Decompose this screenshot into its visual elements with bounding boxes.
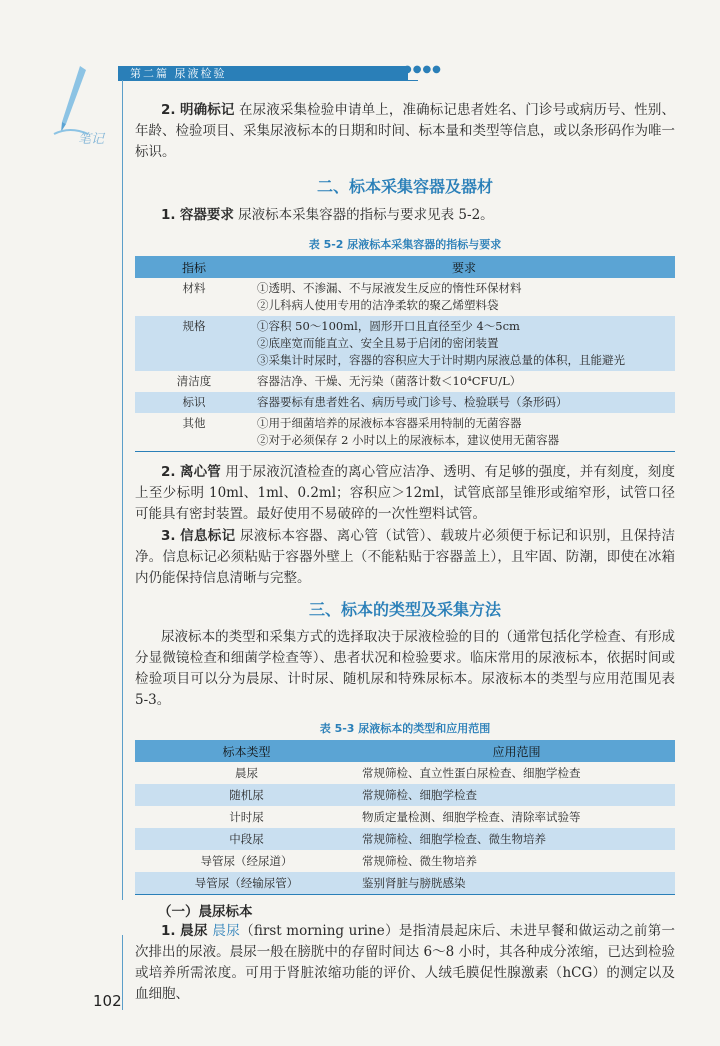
section-heading-3: 三、标本的类型及采集方法	[308, 600, 501, 619]
item-number: 1.	[161, 923, 176, 939]
item-text: 尿液标本的类型和采集方式的选择取决于尿液检验的目的（通常包括化学检查、有形成分显微镜检查和细菌学检查等）、患者状况和检验要求。临床常用的尿液标本，依据时间或检验项目可以分为晨尿、计时尿、随机尿和特殊尿标本。尿液标本的类型与应用范围见表 5-3。	[135, 629, 675, 708]
row-line: ②对于必须保存 2 小时以上的尿液标本，建议使用无菌容器	[257, 433, 560, 447]
table-5-3	[135, 740, 675, 895]
table-row	[135, 413, 675, 452]
row-label: 其他	[182, 416, 206, 430]
item-number: 2.	[161, 464, 176, 480]
item-term: 离心管	[179, 464, 221, 480]
margin-rule-bottom	[122, 935, 123, 1010]
row-line: ②儿科病人使用专用的洁净柔软的聚乙烯塑料袋	[257, 298, 499, 312]
item-text: 尿液标本容器、离心管（试管）、载玻片必须便于标记和识别，且保持洁净。信息标记必须粘贴于容器外壁上（不能粘贴于容器盖上），且牢固、防潮，即使在冰箱内仍能保持信息清晰与完整。	[135, 528, 676, 586]
row-label: 导管尿（经尿道）	[200, 854, 293, 868]
row-label: 规格	[135, 316, 253, 371]
row-label: 导管尿（经输尿管）	[135, 872, 358, 895]
table-header-cell: 要求	[253, 256, 675, 278]
row-line: ①透明、不渗漏、不与尿液发生反应的惰性环保材料	[257, 281, 522, 295]
table-row	[135, 806, 675, 828]
row-line: 容器洁净、干燥、无污染（菌落计数＜10⁴CFU/L）	[257, 374, 522, 388]
table-row	[135, 850, 675, 872]
table-row	[135, 784, 675, 806]
item-text: （first morning urine）是指清晨起床后、未进早餐和做运动之前第一次排出的尿液。晨尿一般在膀胱中的存留时间达 6～8 小时，其各种成分浓缩，已达到检验或培养所需浓度。可用于肾脏浓缩功能的评价、人绒毛膜促性腺激素（hCG）的测定以及血细胞、	[135, 923, 676, 1002]
row-value	[253, 392, 675, 413]
row-value: 物质定量检测、细胞学检查、清除率试验等	[362, 810, 581, 824]
subsection-heading: （一）晨尿标本	[158, 904, 253, 920]
row-value	[253, 371, 675, 392]
table-header-cell: 应用范围	[358, 740, 675, 762]
row-label: 中段尿	[135, 828, 358, 850]
item-number: 1.	[161, 207, 176, 223]
item-text: 用于尿液沉渣检查的离心管应洁净、透明、有足够的强度，并有刻度，刻度上至少标明 10ml、1ml、0.2ml；容积应＞12ml，试管底部呈锥形或缩窄形，试管口径可能具有密封装置。最好使用不易破碎的一次性塑料试管。	[135, 464, 676, 522]
row-value: 常规筛检、细胞学检查、微生物培养	[358, 828, 675, 850]
item-term: 晨尿	[180, 923, 208, 939]
paragraph-types	[135, 627, 675, 711]
row-value	[253, 413, 675, 452]
header-dots: ●●●●	[403, 64, 442, 75]
table-5-2-wrapper	[135, 256, 675, 452]
item-term: 信息标记	[180, 528, 236, 544]
table-row	[135, 392, 675, 413]
table-5-3-wrapper	[135, 740, 675, 895]
table-5-3-caption: 表 5-3 尿液标本的类型和应用范围	[319, 722, 491, 735]
table-header-cell: 标本类型	[135, 740, 358, 762]
table-5-2	[135, 256, 675, 452]
row-value	[253, 278, 675, 316]
table-row	[135, 371, 675, 392]
table-row	[135, 828, 675, 850]
row-line: ①容积 50～100ml，圆形开口且直径至少 4～5cm	[257, 319, 520, 333]
item-number: 2.	[161, 102, 176, 118]
item-term: 容器要求	[179, 207, 234, 223]
row-line: ②底座宽而能直立、安全且易于启闭的密闭装置	[257, 336, 499, 350]
row-line: 容器要标有患者姓名、病历号或门诊号、检验联号（条形码）	[257, 395, 568, 409]
item-text: 尿液标本采集容器的指标与要求见表 5-2。	[238, 207, 494, 223]
page-number: 102	[93, 992, 122, 1010]
row-label: 清洁度	[176, 374, 212, 388]
item-term: 明确标记	[179, 102, 235, 118]
row-label: 晨尿	[235, 766, 258, 780]
row-value: 常规筛检、细胞学检查	[358, 784, 675, 806]
row-value: 常规筛检、直立性蛋白尿检查、细胞学检查	[362, 766, 581, 780]
item-number: 3.	[161, 528, 176, 544]
table-row	[135, 762, 675, 784]
paragraph-label	[135, 100, 675, 163]
paragraph-container	[135, 205, 675, 226]
paragraph-centrifuge	[135, 462, 675, 525]
chapter-header: 第二篇 尿液检验	[118, 66, 408, 81]
row-label: 随机尿	[135, 784, 358, 806]
table-row	[135, 316, 675, 371]
row-line: ①用于细菌培养的尿液标本容器采用特制的无菌容器	[257, 416, 522, 430]
table-header-cell: 指标	[135, 256, 253, 278]
row-label: 标识	[135, 392, 253, 413]
row-label: 计时尿	[229, 810, 264, 824]
margin-rule	[122, 80, 123, 900]
row-label: 材料	[182, 281, 206, 295]
header-rule	[118, 80, 418, 81]
note-label: 笔记	[78, 132, 105, 147]
table-row	[135, 872, 675, 895]
table-5-2-caption: 表 5-2 尿液标本采集容器的指标与要求	[308, 238, 502, 251]
paragraph-morning	[135, 921, 675, 1005]
row-line: ③采集计时尿时，容器的容积应大于计时期内尿液总量的体积，且能避光	[257, 353, 625, 367]
row-value: 常规筛检、微生物培养	[362, 854, 477, 868]
paragraph-info	[135, 526, 675, 589]
row-value: 鉴别肾脏与膀胱感染	[358, 872, 675, 895]
table-row	[135, 278, 675, 316]
section-heading-2: 二、标本采集容器及器材	[316, 177, 493, 196]
item-text: 在尿液采集检验申请单上，准确标记患者姓名、门诊号或病历号、性别、年龄、检验项目、采集尿液标本的日期和时间、标本量和类型等信息，或以条形码作为唯一标识。	[135, 102, 676, 160]
row-value	[253, 316, 675, 371]
item-term-blue: 晨尿	[212, 923, 241, 939]
